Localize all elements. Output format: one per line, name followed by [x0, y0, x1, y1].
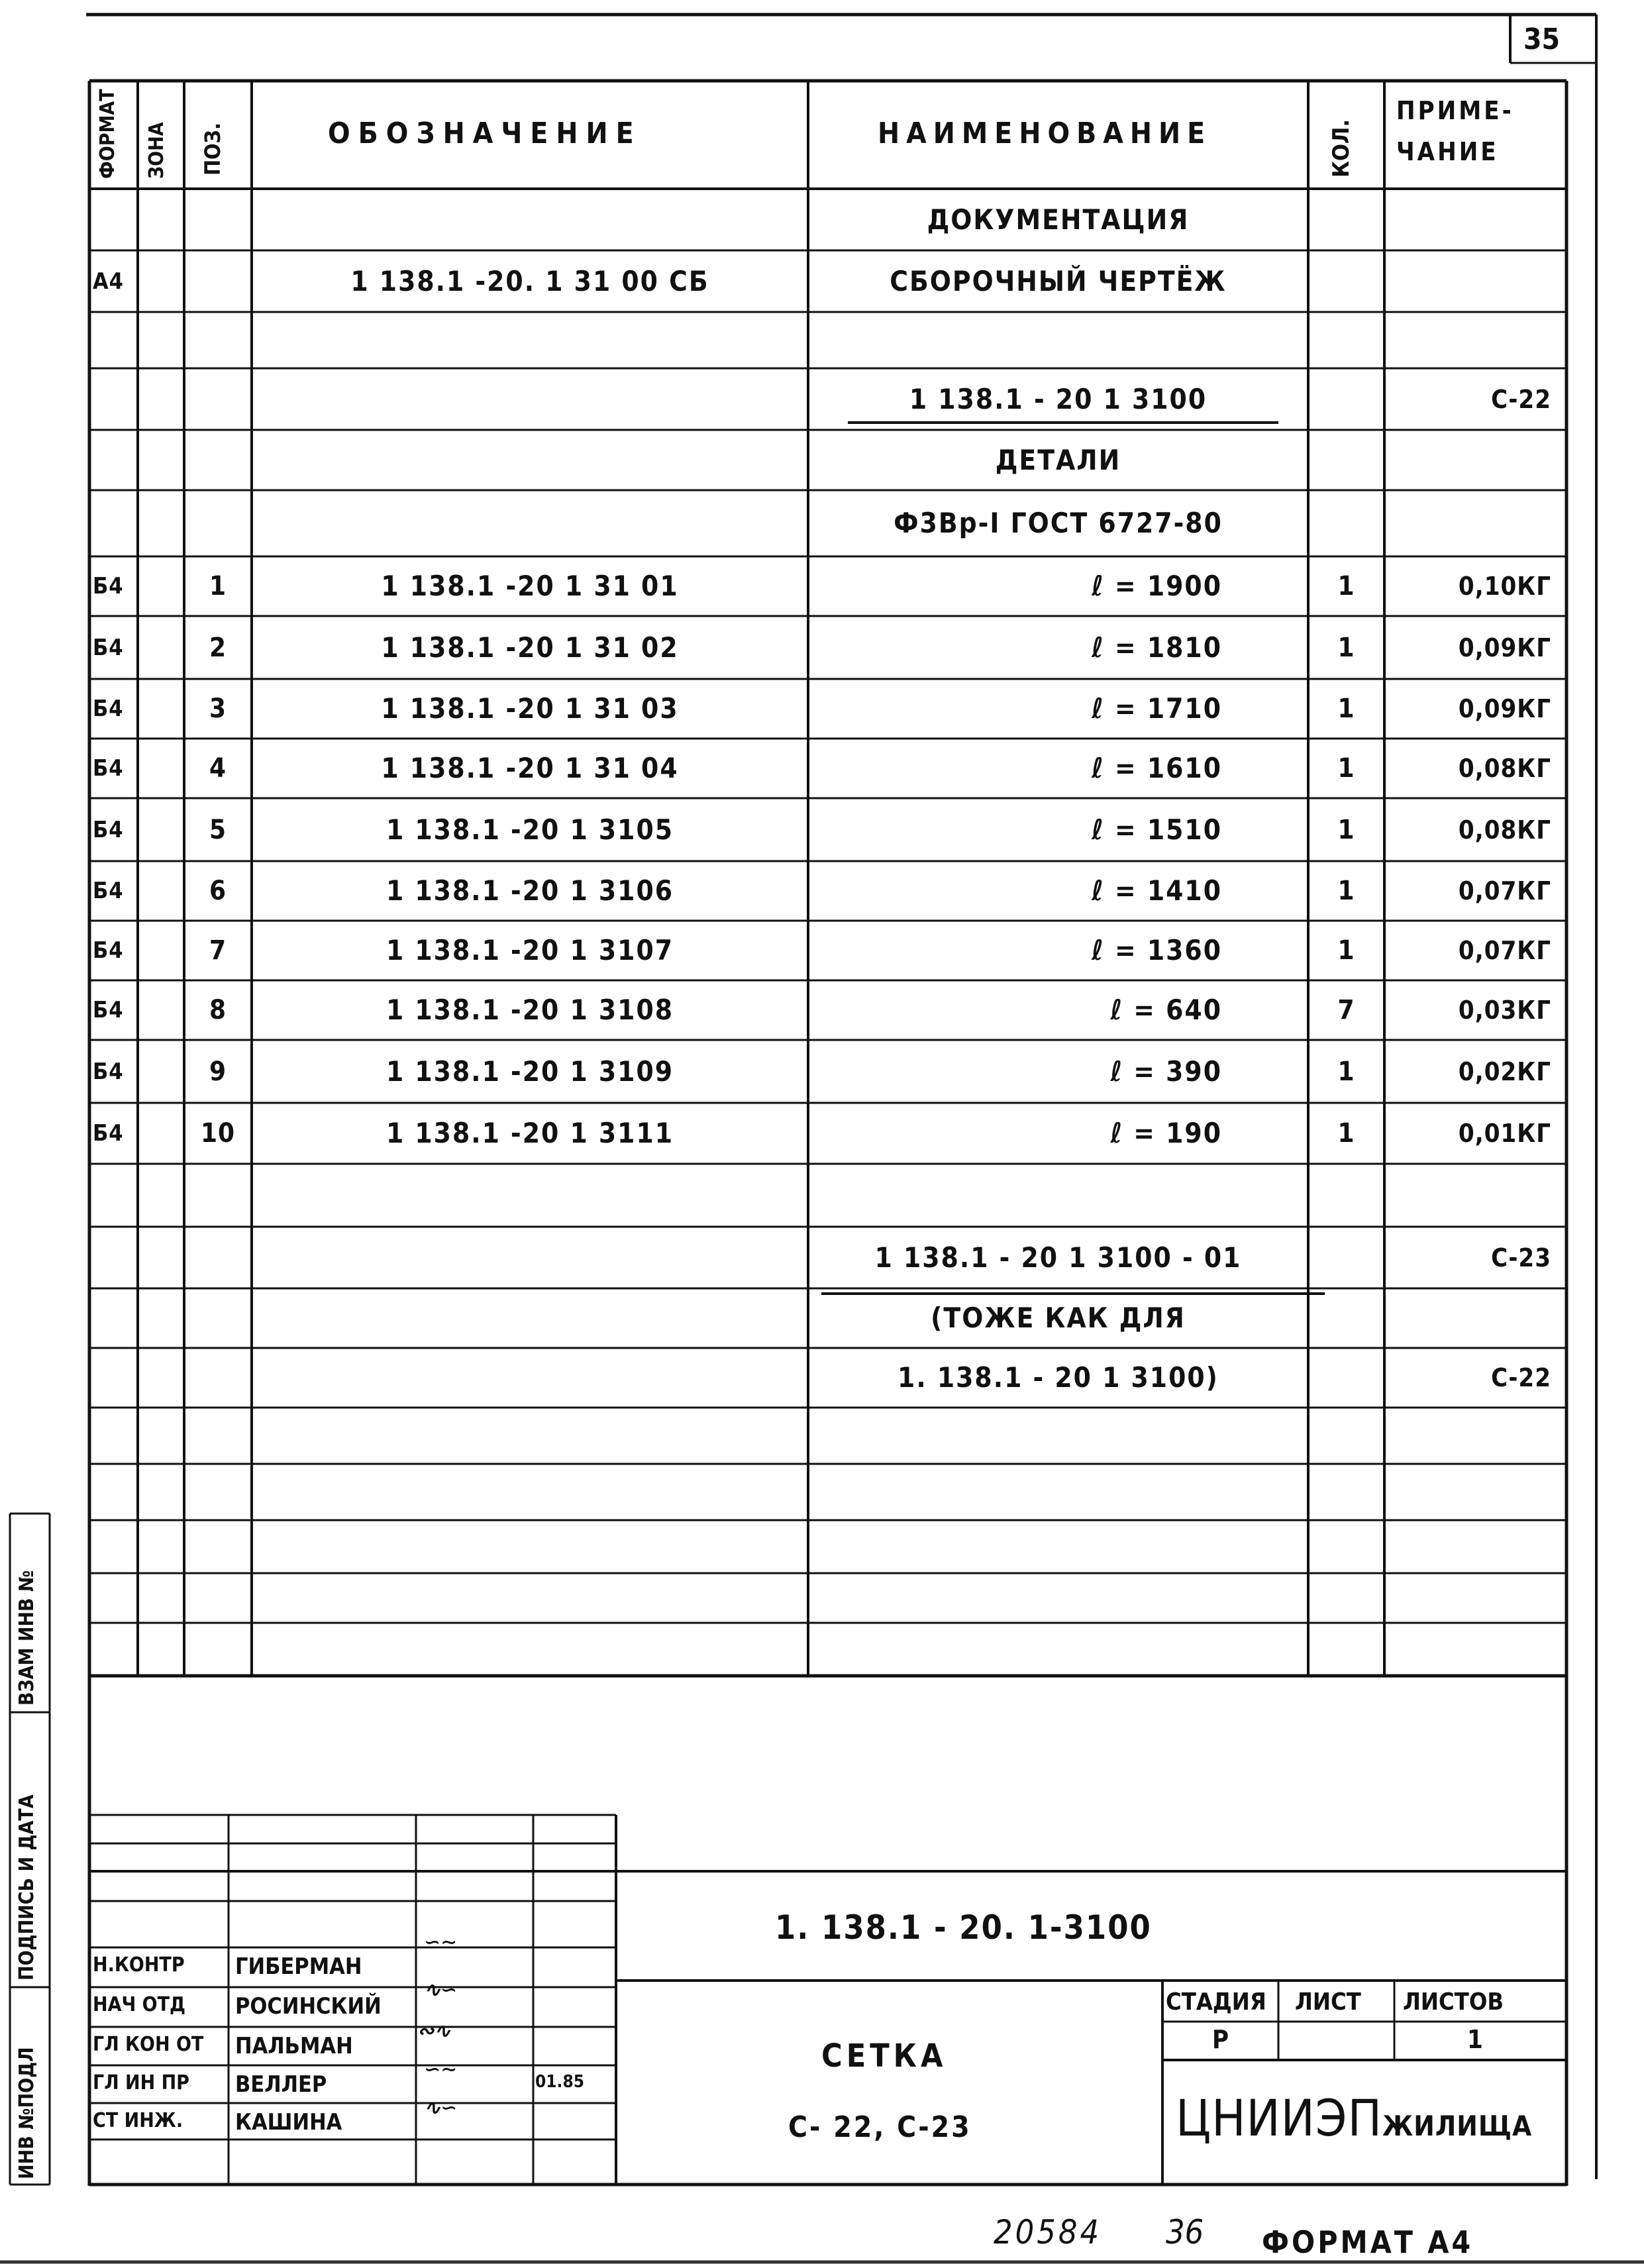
page-number: 35	[1523, 23, 1561, 56]
footer-number: 20584	[994, 2213, 1102, 2251]
row-note: 0,08КГ	[1458, 815, 1551, 845]
row-position: 1	[209, 571, 227, 601]
sheets-label: ЛИСТОВ	[1403, 1988, 1504, 2016]
row-note: С-22	[1491, 1363, 1551, 1392]
row-note: 0,09КГ	[1458, 633, 1551, 662]
header-pos: ПОЗ.	[200, 123, 225, 176]
title-doc-code: 1. 138.1 - 20. 1-3100	[775, 1908, 1152, 1947]
row-quantity: 1	[1337, 876, 1355, 906]
row-designation: 1 138.1 -20 1 3109	[385, 1055, 674, 1088]
header-note-line1: ПРИМЕ-	[1396, 96, 1514, 125]
row-position: 7	[209, 935, 227, 966]
header-zone: ЗОНА	[145, 122, 168, 179]
row-format: Б4	[93, 1120, 124, 1147]
side-stamp-signature-date: ПОДПИСЬ И ДАТА	[15, 1794, 38, 1981]
row-position: 10	[200, 1118, 236, 1149]
row-designation: 1 138.1 -20 1 3111	[385, 1117, 674, 1149]
row-name: ℓ = 390	[1110, 1055, 1222, 1088]
header-format: ФОРМАТ	[96, 89, 119, 179]
product-codes: С- 22, С-23	[788, 2110, 972, 2144]
organization-name	[1176, 2088, 1533, 2147]
row-note: 0,07КГ	[1458, 936, 1551, 965]
header-note-line2: ЧАНИЕ	[1396, 137, 1499, 166]
row-format: Б4	[93, 755, 124, 782]
row-designation: 1 138.1 -20 1 3106	[385, 874, 674, 907]
row-format: Б4	[93, 997, 124, 1023]
row-name: ℓ = 190	[1110, 1117, 1222, 1149]
signature-scribble-2: ∿∽	[424, 1979, 458, 2002]
row-note: 0,10КГ	[1458, 572, 1551, 601]
row-designation: 1 138.1 -20. 1 31 00 СБ	[350, 264, 709, 297]
signature-role: ГЛ КОН ОТ	[93, 2033, 204, 2056]
row-position: 3	[209, 694, 227, 724]
row-note: 0,09КГ	[1458, 694, 1551, 723]
row-name: 1 138.1 - 20 1 3100	[909, 382, 1207, 415]
row-name: СБОРОЧНЫЙ ЧЕРТЁЖ	[890, 264, 1227, 297]
row-note: 0,01КГ	[1458, 1119, 1551, 1148]
row-designation: 1 138.1 -20 1 31 04	[381, 752, 679, 784]
row-name: ДОКУМЕНТАЦИЯ	[927, 203, 1190, 236]
signature-scribble-5: ∿∽	[424, 2096, 458, 2120]
row-name: ℓ = 1410	[1092, 874, 1222, 907]
footer-handwritten-36: 36	[1166, 2213, 1204, 2251]
organization-abbrev: ЦНИИЭП	[1176, 2088, 1383, 2147]
signature-name: ГИБЕРМАН	[235, 1953, 362, 1980]
row-note: 0,03КГ	[1458, 996, 1551, 1025]
row-position: 9	[209, 1056, 227, 1087]
product-name: СЕТКА	[821, 2037, 947, 2075]
row-designation: 1 138.1 -20 1 3105	[385, 813, 674, 846]
footer-format: ФОРМАТ А4	[1262, 2224, 1474, 2260]
sheets-value: 1	[1467, 2025, 1483, 2054]
signature-scribble-4: ∽∼	[424, 2058, 458, 2081]
signature-role: СТ ИНЖ.	[93, 2109, 183, 2132]
signature-name: ПАЛЬМАН	[235, 2033, 353, 2059]
row-name: ДЕТАЛИ	[995, 443, 1121, 476]
stage-value: Р	[1212, 2025, 1229, 2054]
header-designation: ОБОЗНАЧЕНИЕ	[328, 117, 642, 150]
row-format: Б4	[93, 634, 124, 661]
signature-date: 01.85	[535, 2072, 584, 2092]
row-designation: 1 138.1 -20 1 3108	[385, 994, 674, 1026]
row-quantity: 7	[1337, 995, 1355, 1025]
signature-role: НАЧ ОТД	[93, 1993, 186, 2016]
row-position: 4	[209, 753, 227, 784]
row-note: С-23	[1491, 1243, 1551, 1272]
signature-name: РОСИНСКИЙ	[235, 1993, 382, 2020]
row-quantity: 1	[1337, 814, 1355, 845]
header-name: НАИМЕНОВАНИЕ	[878, 117, 1212, 150]
row-name: ℓ = 1360	[1092, 934, 1222, 966]
row-format: Б4	[93, 878, 124, 904]
row-quantity: 1	[1337, 935, 1355, 966]
row-format: Б4	[93, 696, 124, 722]
row-position: 6	[209, 876, 227, 906]
row-name: ℓ = 1710	[1092, 692, 1222, 725]
signature-scribble-1: ∽∼	[424, 1931, 458, 1954]
signature-role: ГЛ ИН ПР	[93, 2071, 189, 2094]
side-stamp-replaces-inv: ВЗАМ ИНВ №	[15, 1570, 38, 1706]
signature-role: Н.КОНТР	[93, 1953, 185, 1977]
row-designation: 1 138.1 -20 1 3107	[385, 934, 674, 966]
row-name: 1. 138.1 - 20 1 3100)	[898, 1361, 1219, 1394]
row-quantity: 1	[1337, 632, 1355, 663]
row-note: 0,08КГ	[1458, 754, 1551, 783]
row-name: Ф3Вр-I ГОСТ 6727-80	[894, 507, 1223, 539]
row-position: 5	[209, 814, 227, 845]
row-format: Б4	[93, 937, 124, 964]
row-quantity: 1	[1337, 753, 1355, 784]
sheet-label: ЛИСТ	[1295, 1988, 1361, 2016]
row-name: ℓ = 1900	[1092, 570, 1222, 602]
row-name: ℓ = 1510	[1092, 813, 1222, 846]
row-note: 0,07КГ	[1458, 876, 1551, 905]
row-format: Б4	[93, 816, 124, 843]
row-designation: 1 138.1 -20 1 31 01	[381, 570, 679, 602]
row-format: Б4	[93, 573, 124, 599]
side-stamp-inv-original: ИНВ №ПОДЛ	[15, 2047, 38, 2179]
row-format: А4	[93, 268, 124, 295]
row-name: 1 138.1 - 20 1 3100 - 01	[874, 1241, 1242, 1274]
row-quantity: 1	[1337, 1118, 1355, 1149]
header-qty: КОЛ.	[1328, 119, 1355, 178]
signature-scribble-3: ∾∿	[417, 2020, 451, 2043]
row-name: ℓ = 1610	[1092, 752, 1222, 784]
row-quantity: 1	[1337, 571, 1355, 601]
row-format: Б4	[93, 1058, 124, 1085]
row-designation: 1 138.1 -20 1 31 02	[381, 631, 679, 664]
row-note: С-22	[1491, 384, 1551, 414]
row-position: 2	[209, 632, 227, 663]
row-name: ℓ = 640	[1110, 994, 1222, 1026]
row-name: ℓ = 1810	[1092, 631, 1222, 664]
organization-suffix: ЖИЛИЩА	[1382, 2110, 1533, 2142]
signature-name: КАШИНА	[235, 2109, 342, 2136]
row-position: 8	[209, 995, 227, 1025]
row-quantity: 1	[1337, 1056, 1355, 1087]
signature-name: ВЕЛЛЕР	[235, 2071, 327, 2098]
stage-label: СТАДИЯ	[1166, 1988, 1266, 2016]
row-quantity: 1	[1337, 694, 1355, 724]
row-name: (ТОЖЕ КАК ДЛЯ	[931, 1302, 1186, 1334]
row-note: 0,02КГ	[1458, 1057, 1551, 1086]
row-designation: 1 138.1 -20 1 31 03	[381, 692, 679, 725]
